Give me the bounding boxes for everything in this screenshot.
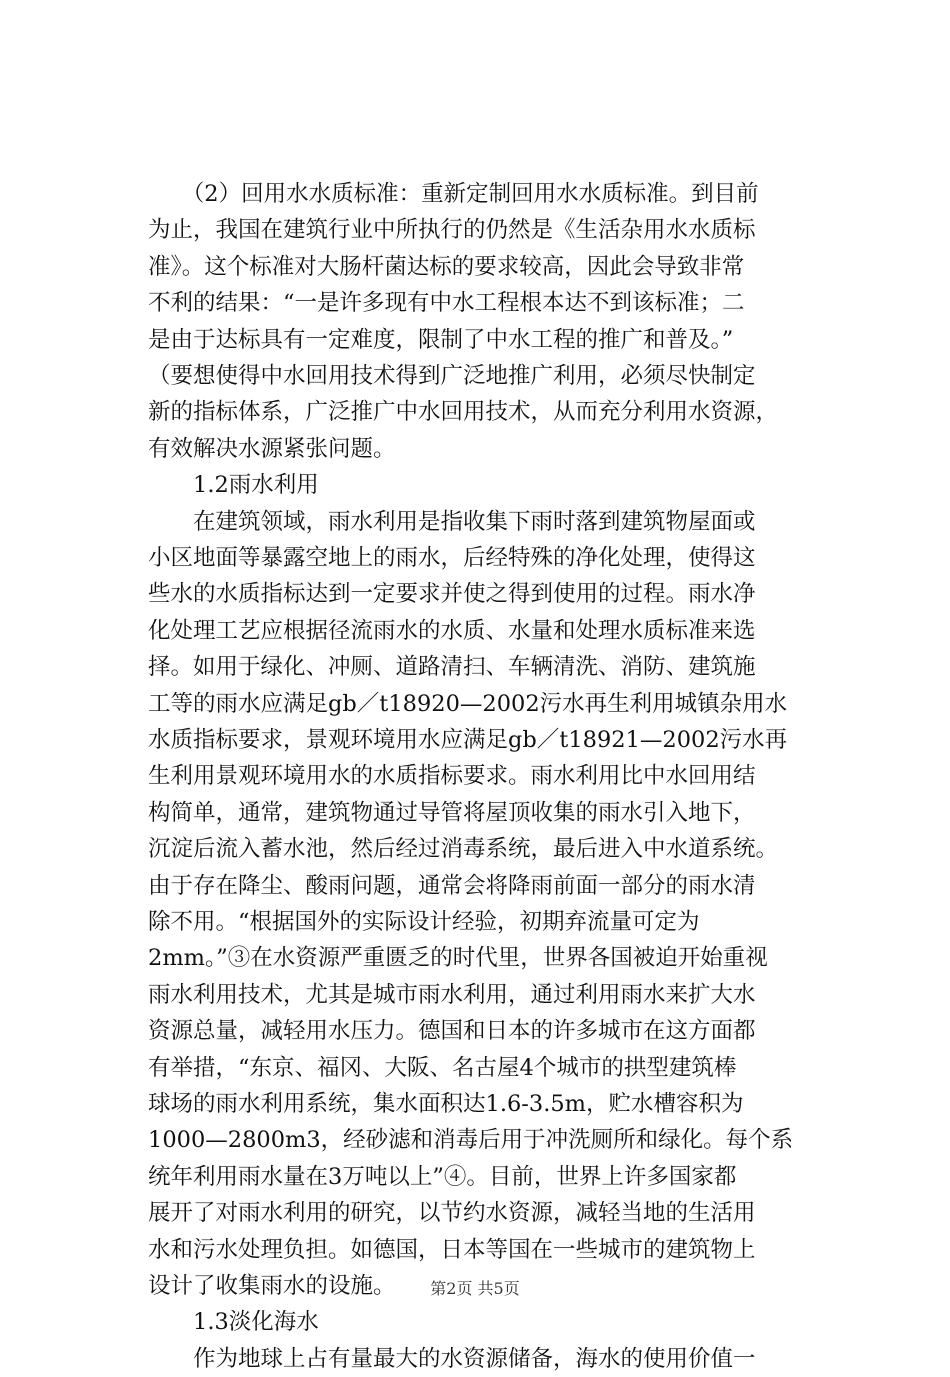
text-line: 化处理工艺应根据径流雨水的水质、水量和处理水质标准来选 [148, 617, 756, 644]
text-line: 是由于达标具有一定难度，限制了中水工程的推广和普及。” [148, 326, 734, 353]
page-footer: 第2页 共5页 [430, 1279, 520, 1298]
text-line: 准》。这个标准对大肠杆菌达标的要求较高，因此会导致非常 [148, 253, 745, 280]
text-line: 设计了收集雨水的设施。 [148, 1273, 396, 1299]
text-line: 沉淀后流入蓄水池，然后经过消毒系统，最后进入中水道系统。 [148, 836, 779, 863]
text-line: 1.2雨水利用 [148, 472, 319, 499]
text-line: 展开了对雨水利用的研究，以节约水资源，减轻当地的生活用 [148, 1200, 756, 1227]
text-line: 1000—2800m3，经砂滤和消毒后用于冲洗厕所和绿化。每个系 [148, 1127, 794, 1154]
text-line: 除不用。“根据国外的实际设计经验，初期弃流量可定为 [148, 909, 700, 935]
text-line: 有效解决水源紧张问题。 [148, 435, 396, 462]
text-line: 工等的雨水应满足gb／t18920—2002污水再生利用城镇杂用水 [148, 690, 788, 717]
text-line: 水和污水处理负担。如德国，日本等国在一些城市的建筑物上 [148, 1236, 756, 1263]
text-line: 为止，我国在建筑行业中所执行的仍然是《生活杂用水水质标 [148, 217, 756, 244]
text-line: 小区地面等暴露空地上的雨水，后经特殊的净化处理，使得这 [148, 545, 756, 571]
text-line: 择。如用于绿化、冲厕、道路清扫、车辆清洗、消防、建筑施 [148, 654, 756, 681]
text-line: 些水的水质指标达到一定要求并使之得到使用的过程。雨水净 [148, 581, 756, 608]
text-line: 雨水利用技术，尤其是城市雨水利用，通过利用雨水来扩大水 [148, 981, 756, 1008]
text-line: 统年利用雨水量在3万吨以上”④。目前，世界上许多国家都 [148, 1163, 737, 1190]
text-line: 在建筑领域，雨水利用是指收集下雨时落到建筑物屋面或 [148, 508, 756, 535]
text-line: （要想使得中水回用技术得到广泛地推广利用，必须尽快制定 [148, 363, 756, 389]
text-line: 不利的结果：“一是许多现有中水工程根本达不到该标准；二 [148, 290, 745, 317]
text-line: 由于存在降尘、酸雨问题，通常会将降雨前面一部分的雨水清 [148, 872, 756, 899]
text-line: 构简单，通常，建筑物通过导管将屋顶收集的雨水引入地下， [148, 799, 756, 826]
text-line: （2）回用水水质标准：重新定制回用水水质标准。到目前 [148, 181, 759, 207]
text-line: 2mm。”③在水资源严重匮乏的时代里，世界各国被迫开始重视 [148, 945, 768, 972]
text-line: 作为地球上占有量最大的水资源储备，海水的使用价值一 [148, 1345, 756, 1372]
text-line: 球场的雨水利用系统，集水面积达1.6-3.5m，贮水槽容积为 [148, 1091, 744, 1117]
text-line: 水质指标要求，景观环境用水应满足gb／t18921—2002污水再 [148, 727, 788, 753]
text-line: 有举措，“东京、福冈、大阪、名古屋4个城市的拱型建筑棒 [148, 1054, 737, 1081]
text-line: 资源总量，减轻用水压力。德国和日本的许多城市在这方面都 [148, 1018, 756, 1045]
text-line: 生利用景观环境用水的水质指标要求。雨水利用比中水回用结 [148, 763, 756, 790]
text-line: 新的指标体系，广泛推广中水回用技术，从而充分利用水资源， [148, 399, 779, 426]
text-line: 1.3淡化海水 [148, 1309, 319, 1336]
